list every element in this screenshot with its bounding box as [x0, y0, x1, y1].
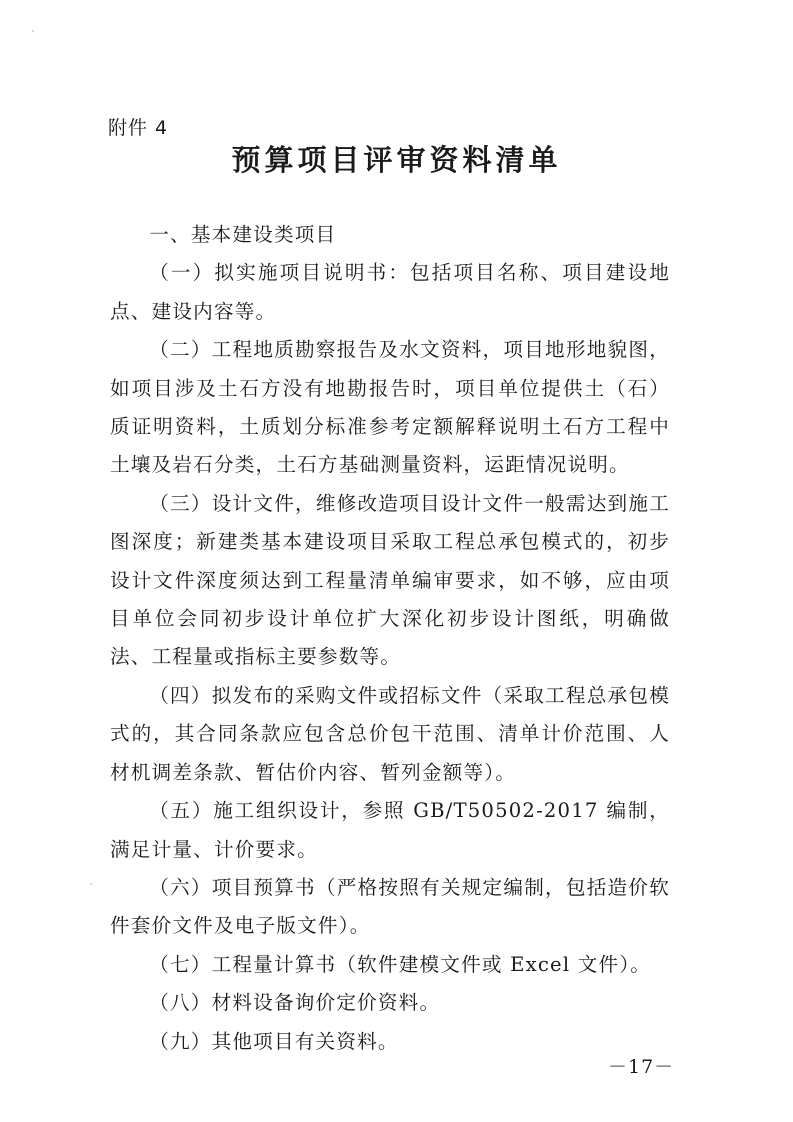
list-item: （九）其他项目有关资料。 [149, 1029, 399, 1053]
list-item: （八）材料设备询价定价资料。 [149, 991, 441, 1015]
list-item: （二）工程地质勘察报告及水文资料，项目地形地貌图，如项目涉及土石方没有地勘报告时，项目单位提供土（石）质证明资料，土质划分标准参考定额解释说明土石方工程中土壤及岩石分类，土石方基础测量资料，运距情况说明。 [110, 338, 670, 477]
list-item: （四）拟发布的采购文件或招标文件（采取工程总承包模式的，其合同条款应包含总价包干范围、清单计价范围、人材机调差条款、暂估价内容、暂列金额等）。 [110, 683, 670, 784]
list-item: （一）拟实施项目说明书：包括项目名称、项目建设地点、建设内容等。 [110, 261, 670, 323]
list-item: （三）设计文件，维修改造项目设计文件一般需达到施工图深度；新建类基本建设项目采取工程总承包模式的，初步设计文件深度须达到工程量清单编审要求，如不够，应由项目单位会同初步设计单位扩大深化初步设计图纸，明确做法、工程量或指标主要参数等。 [110, 491, 670, 669]
list-item: （五）施工组织设计，参照 GB/T50502-2017 编制，满足计量、计价要求。 [110, 799, 670, 861]
scan-speck [90, 883, 92, 885]
scan-speck [32, 30, 34, 32]
list-item: （六）项目预算书（严格按照有关规定编制，包括造价软件套价文件及电子版文件）。 [110, 875, 670, 938]
attachment-label: 附件 4 [108, 117, 169, 139]
section-heading: 一、基本建设类项目 [149, 223, 337, 246]
page-number: －17－ [608, 1056, 675, 1078]
document-body [110, 216, 670, 1061]
list-item: （七）工程量计算书（软件建模文件或 Excel 文件）。 [149, 952, 652, 976]
page-title: 预算项目评审资料清单 [231, 143, 562, 177]
